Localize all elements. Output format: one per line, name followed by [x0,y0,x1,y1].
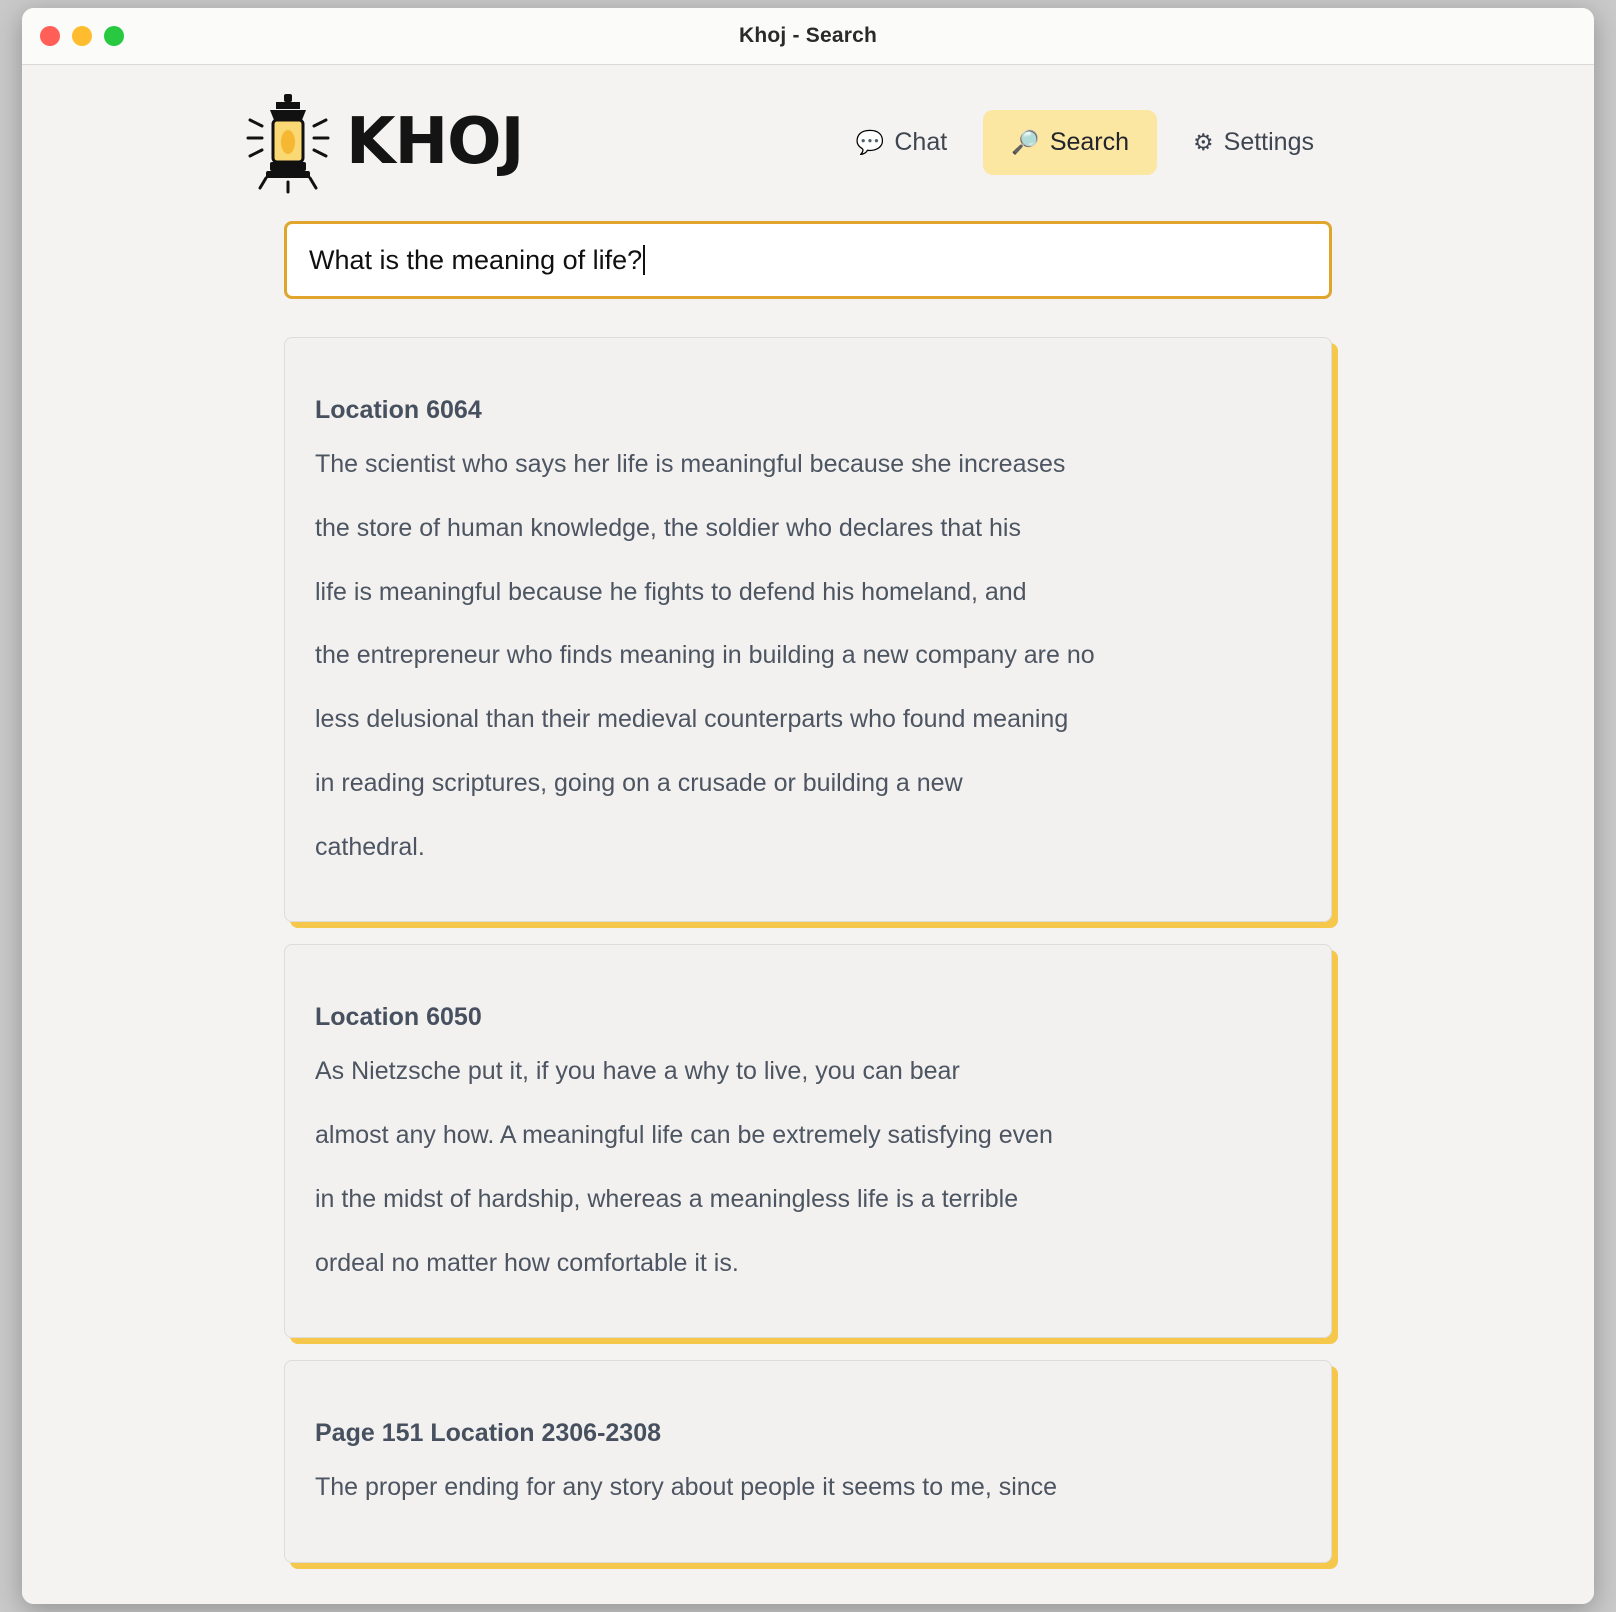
minimize-window-button[interactable] [72,26,92,46]
search-section [22,193,1594,299]
chat-bubble-icon: 💬 [855,128,885,155]
title-bar [22,8,1594,65]
result-line: As Nietzsche put it, if you have a why to live, you can bear [315,1057,960,1086]
result-title: Location 6064 [315,396,482,424]
text-caret [643,245,645,275]
maximize-window-button[interactable] [104,26,124,46]
nav-label-settings: Settings [1223,127,1314,156]
result-line: less delusional than their medieval counterparts who found meaning [315,705,1069,733]
gear-icon: ⚙ [1193,128,1214,155]
app-logo[interactable] [240,90,523,194]
result-line: in the midst of hardship, whereas a meaningless life is a terrible [315,1184,1019,1213]
result-line: the store of human knowledge, the soldier who declares that his [315,513,1021,542]
result-line: almost any how. A meaningful life can be extremely satisfying even [315,1121,1053,1149]
lantern-icon [240,90,336,194]
nav-label-chat: Chat [894,127,948,156]
app-window [22,8,1594,1604]
result-line: the entrepreneur who finds meaning in building a new company are no [315,641,1095,670]
main-nav [828,110,1534,175]
results-scroll-area[interactable] [22,193,1594,1604]
nav-item-search[interactable] [983,110,1157,175]
brand-name: KHOJ [346,105,524,179]
result-title: Location 6050 [315,1003,482,1032]
app-content [22,65,1594,1604]
result-title: Page 151 Location 2306-2308 [315,1419,662,1448]
close-window-button[interactable] [40,26,60,46]
result-line: ordeal no matter how comfortable it is. [315,1248,739,1277]
result-line: The proper ending for any story about people it seems to me, since [315,1473,1058,1502]
result-card[interactable] [284,337,1332,922]
nav-label-search: Search [1049,127,1130,156]
search-input[interactable] [284,221,1332,299]
result-line: The scientist who says her life is meaningful because she increases [315,450,1066,478]
window-controls[interactable] [40,26,124,46]
magnifying-glass-icon: 🔎 [1011,128,1040,155]
window-title: Khoj - Search [739,24,877,47]
search-input-value: What is the meaning of life? [309,244,643,275]
result-line: in reading scriptures, going on a crusade or building a new [315,768,963,797]
result-card[interactable] [284,1360,1332,1563]
result-line: life is meaningful because he fights to defend his homeland, and [315,577,1027,606]
nav-item-chat[interactable] [828,110,975,175]
nav-item-settings[interactable] [1165,110,1342,175]
app-header [22,65,1594,193]
result-card[interactable] [284,944,1332,1338]
result-line: cathedral. [315,832,425,861]
search-results-list [284,337,1332,1563]
